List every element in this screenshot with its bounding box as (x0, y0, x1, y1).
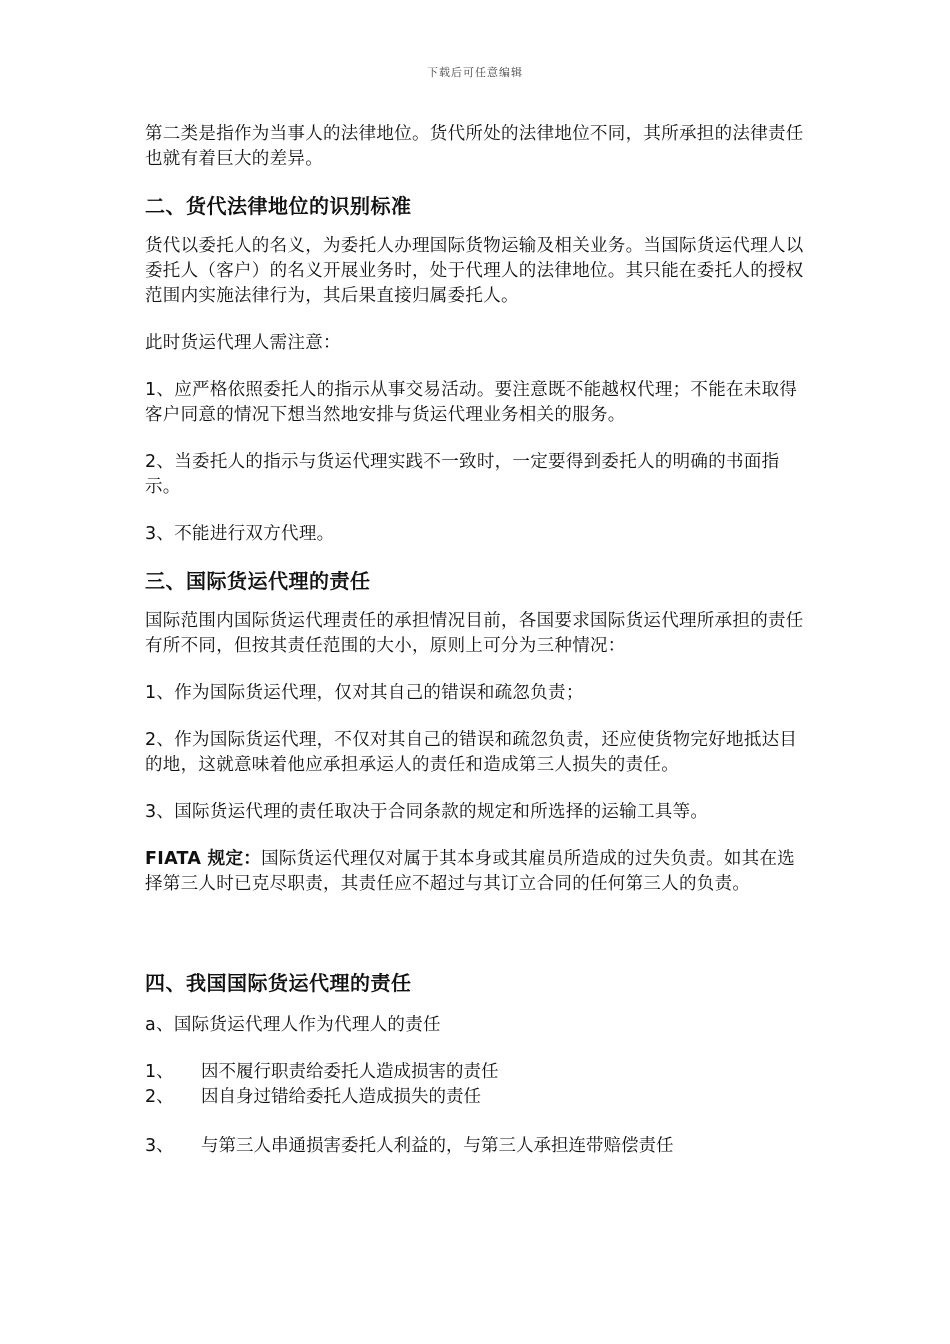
section-heading-2: 二、货代法律地位的识别标准 (145, 194, 412, 218)
section2-paragraph-1: 货代以委托人的名义，为委托人办理国际货物运输及相关业务。当国际货运代理人以委托人（客户）的名义开展业务时，处于代理人的法律地位。其只能在委托人的授权范围内实施法律行为，其后果直接归属委托人。 (145, 236, 804, 306)
list-item-text: 因不履行职责给委托人造成损害的责任 (201, 1062, 499, 1082)
section3-paragraph-1: 国际范围内国际货运代理责任的承担情况目前，各国要求国际货运代理所承担的责任有所不同，但按其责任范围的大小，原则上可分为三种情况： (145, 611, 804, 656)
section2-item-3: 3、不能进行双方代理。 (145, 524, 335, 544)
section2-item-2: 2、当委托人的指示与货运代理实践不一致时，一定要得到委托人的明确的书面指示。 (145, 452, 780, 497)
section2-paragraph-2: 此时货运代理人需注意： (145, 333, 341, 353)
section2-item-1: 1、应严格依照委托人的指示从事交易活动。要注意既不能越权代理；不能在未取得客户同意的情况下想当然地安排与货运代理业务相关的服务。 (145, 380, 798, 425)
list-item-text: 因自身过错给委托人造成损失的责任 (201, 1087, 481, 1107)
section3-item-3: 3、国际货运代理的责任取决于合同条款的规定和所选择的运输工具等。 (145, 802, 709, 822)
list-item-number: 1、 (145, 1062, 174, 1082)
section-heading-3: 三、国际货运代理的责任 (145, 569, 371, 593)
intro-paragraph: 第二类是指作为当事人的法律地位。货代所处的法律地位不同，其所承担的法律责任也就有着巨大的差异。 (145, 124, 804, 169)
fiata-label: FIATA 规定： (145, 849, 262, 869)
fiata-text: 国际货运代理仅对属于其本身或其雇员所造成的过失负责。如其在选择第三人时已克尽职责，其责任应不超过与其订立合同的任何第三人的负责。 (145, 849, 796, 894)
list-item (145, 1085, 810, 1110)
list-item-text: 与第三人串通损害委托人利益的，与第三人承担连带赔偿责任 (201, 1136, 674, 1156)
document-body (145, 122, 810, 1159)
section3-item-1: 1、作为国际货运代理，仅对其自己的错误和疏忽负责； (145, 683, 584, 703)
list-item (145, 1134, 810, 1159)
fiata-paragraph (145, 847, 810, 897)
list-item (145, 1060, 810, 1085)
page-header: 下载后可任意编辑 (427, 66, 523, 79)
section-heading-4: 四、我国国际货运代理的责任 (145, 971, 412, 995)
section4-subheading: a、国际货运代理人作为代理人的责任 (145, 1015, 441, 1035)
list-item-number: 2、 (145, 1087, 174, 1107)
section3-item-2: 2、作为国际货运代理，不仅对其自己的错误和疏忽负责，还应使货物完好地抵达目的地，这就意味着他应承担承运人的责任和造成第三人损失的责任。 (145, 730, 798, 775)
list-item-number: 3、 (145, 1136, 174, 1156)
